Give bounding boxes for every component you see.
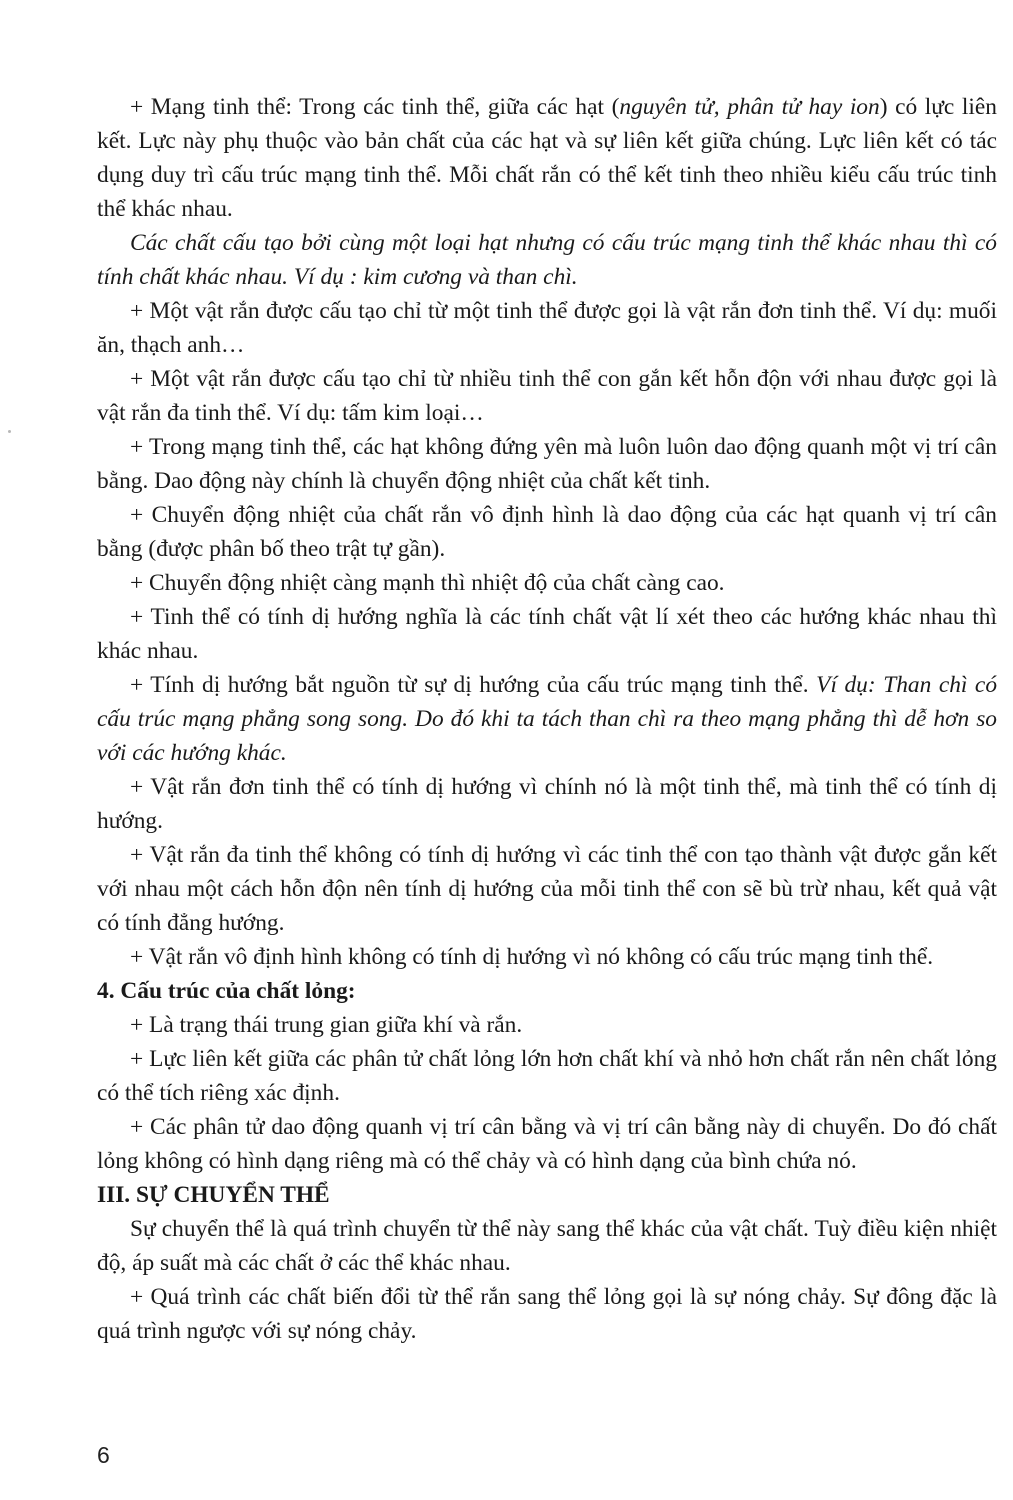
paragraph-diamond-graphite-note: Các chất cấu tạo bởi cùng một loại hạt nhưng có cấu trúc mạng tinh thể khác nhau thì có tính chất khác nhau. Ví dụ : kim cương và than chì. (97, 230, 997, 290)
section-heading-liquid-structure: 4. Cấu trúc của chất lỏng: (97, 978, 356, 1004)
paragraph-liquid-intermediate: + Là trạng thái trung gian giữa khí và rắn. (130, 1012, 523, 1038)
paragraph-anisotropy-definition: + Tinh thể có tính dị hướng nghĩa là các tính chất vật lí xét theo các hướng khác nhau thì khác nhau. (97, 604, 997, 664)
paragraph-polycrystal: + Một vật rắn được cấu tạo chỉ từ nhiều tinh thể con gắn kết hỗn độn với nhau được gọi là vật rắn đa tinh thể. Ví dụ: tấm kim loại… (97, 366, 997, 426)
page-body (97, 90, 997, 1348)
paragraph-anisotropy-origin: + Tính dị hướng bắt nguồn từ sự dị hướng của cấu trúc mạng tinh thể. Ví dụ: Than chì có cấu trúc mạng phẳng song song. Do đó khi ta tách than chì ra theo mạng phẳng thì dễ hơn so với các hướng khác. (97, 672, 998, 766)
scan-speck (8, 430, 11, 433)
paragraph-polycrystal-isotropy: + Vật rắn đa tinh thể không có tính dị hướng vì các tinh thể con tạo thành vật được gắn kết với nhau một cách hỗn độn nên tính dị hướng của mỗi tinh thể con sẽ bù trừ nhau, kết quả vật có tính đẳng hướng. (97, 842, 997, 936)
paragraph-liquid-flow: + Các phân tử dao động quanh vị trí cân bằng và vị trí cân bằng này di chuyển. Do đó chất lỏng không có hình dạng riêng mà có thể chảy và có hình dạng của bình chứa nó. (97, 1114, 997, 1174)
paragraph-liquid-bonding: + Lực liên kết giữa các phân tử chất lỏng lớn hơn chất khí và nhỏ hơn chất rắn nên chất lỏng có thể tích riêng xác định. (97, 1046, 997, 1106)
page-number: 6 (97, 1442, 110, 1468)
paragraph-lattice-vibration: + Trong mạng tinh thể, các hạt không đứng yên mà luôn luôn dao động quanh một vị trí cân bằng. Dao động này chính là chuyển động nhiệt của chất kết tinh. (97, 434, 997, 494)
section-heading-phase-transition: III. SỰ CHUYỂN THỂ (97, 1182, 330, 1208)
paragraph-crystal-lattice: + Mạng tinh thể: Trong các tinh thể, giữa các hạt (nguyên tử, phân tử hay ion) có lực liên kết. Lực này phụ thuộc vào bản chất của các hạt và sự liên kết giữa chúng. Lực liên kết có tác dụng duy trì cấu trúc mạng tinh thể. Mỗi chất rắn có thể kết tinh theo nhiều kiểu cấu trúc tinh thể khác nhau. (97, 94, 997, 222)
paragraph-single-crystal-anisotropy: + Vật rắn đơn tinh thể có tính dị hướng vì chính nó là một tinh thể, mà tinh thể có tính dị hướng. (97, 774, 997, 834)
paragraph-amorphous-motion: + Chuyển động nhiệt của chất rắn vô định hình là dao động của các hạt quanh vị trí cân bằng (được phân bố theo trật tự gần). (97, 502, 997, 562)
paragraph-temperature: + Chuyển động nhiệt càng mạnh thì nhiệt độ của chất càng cao. (130, 570, 725, 596)
paragraph-phase-transition-definition: Sự chuyển thể là quá trình chuyển từ thể này sang thể khác của vật chất. Tuỳ điều kiện nhiệt độ, áp suất mà các chất ở các thể khác nhau. (97, 1216, 997, 1276)
paragraph-single-crystal: + Một vật rắn được cấu tạo chỉ từ một tinh thể được gọi là vật rắn đơn tinh thể. Ví dụ: muối ăn, thạch anh… (97, 298, 997, 358)
paragraph-melting-solidification: + Quá trình các chất biến đổi từ thể rắn sang thể lỏng gọi là sự nóng chảy. Sự đông đặc là quá trình ngược với sự nóng chảy. (97, 1284, 997, 1344)
paragraph-amorphous-isotropy: + Vật rắn vô định hình không có tính dị hướng vì nó không có cấu trúc mạng tinh thể. (130, 944, 934, 970)
